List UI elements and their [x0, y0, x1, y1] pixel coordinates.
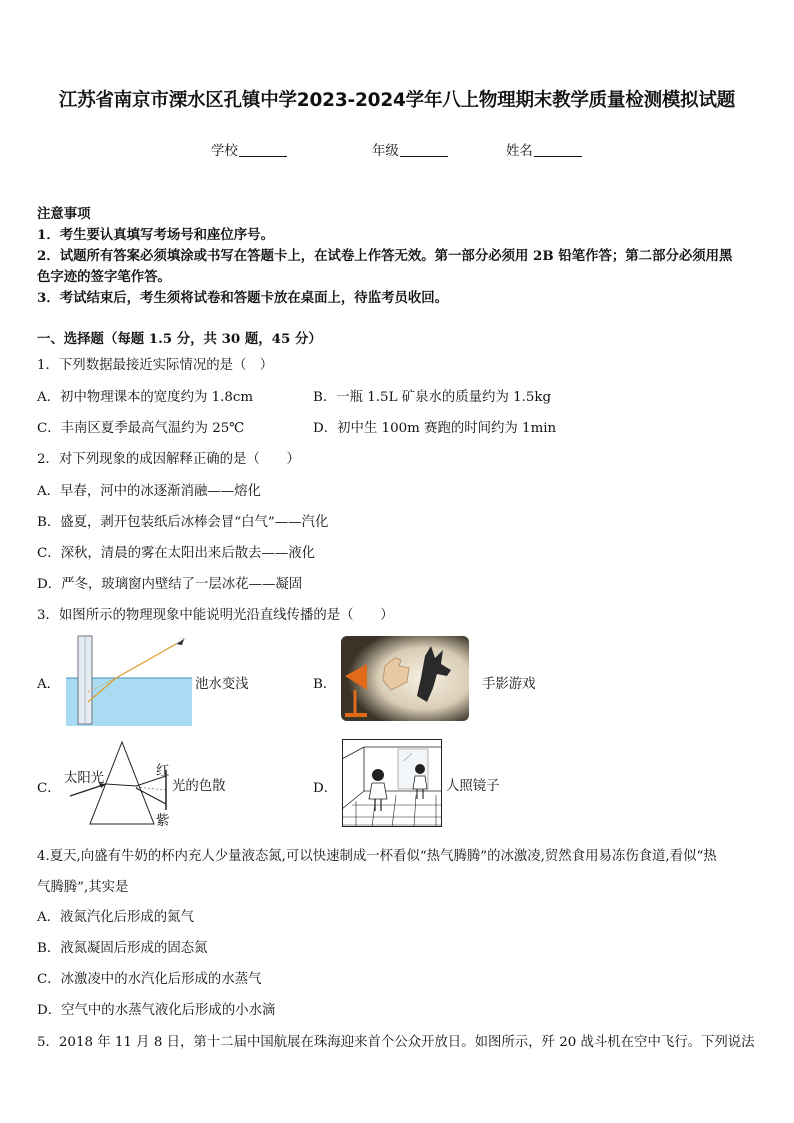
question-2-stem: 2．对下列现象的成因解释正确的是（ ）	[37, 452, 300, 467]
hand-shadow-illustration	[341, 636, 469, 721]
question-3-stem: 3．如图所示的物理现象中能说明光沿直线传播的是（ ）	[37, 608, 394, 623]
q1-option-c: C．丰南区夏季最高气温约为 25℃	[37, 421, 245, 436]
q4-option-c: C．冰激凌中的水汽化后形成的水蒸气	[37, 972, 262, 987]
q3-option-b-text: 手影游戏	[482, 677, 536, 692]
q1-option-b: B．一瓶 1.5L 矿泉水的质量约为 1.5kg	[313, 390, 552, 405]
grade-label: 年级	[372, 144, 399, 159]
notice-heading: 注意事项	[37, 206, 91, 222]
school-label: 学校	[211, 144, 238, 159]
q3-option-a-text: 池水变浅	[195, 677, 249, 692]
grade-blank[interactable]	[400, 143, 448, 157]
q3-option-b-letter: B．	[313, 677, 337, 692]
question-4-stem-line1: 4.夏天,向盛有牛奶的杯内充人少量液态氮,可以快速制成一杯看似“热气腾腾”的冰激凌,贸然食用易冻伤食道,看似“热	[37, 849, 717, 864]
q1-option-d: D．初中生 100m 赛跑的时间约为 1min	[313, 421, 557, 436]
question-1-stem: 1．下列数据最接近实际情况的是（ ）	[37, 358, 274, 373]
notice-item: 色字迹的签字笔作答。	[37, 269, 171, 285]
name-field	[506, 140, 582, 159]
q2-option-a: A．早春，河中的冰逐渐消融——熔化	[37, 484, 261, 499]
q3-option-d-text: 人照镜子	[446, 779, 500, 794]
pool-illustration	[66, 634, 192, 726]
notice-item: 3．考试结束后，考生须将试卷和答题卡放在桌面上，待监考员收回。	[37, 290, 449, 306]
notice-item: 1．考生要认真填写考场号和座位序号。	[37, 227, 274, 243]
q2-option-d: D．严冬，玻璃窗内壁结了一层冰花——凝固	[37, 577, 303, 592]
name-blank[interactable]	[534, 143, 582, 157]
q4-option-a: A．液氮汽化后形成的氮气	[37, 910, 194, 925]
reflection-head	[415, 764, 425, 774]
violet-label: 紫	[156, 814, 170, 829]
q3-option-c-letter: C．	[37, 781, 61, 796]
girl-head	[372, 769, 384, 781]
page-title: 江苏省南京市溧水区孔镇中学2023-2024学年八上物理期末教学质量检测模拟试题	[58, 90, 736, 111]
q1-option-a: A．初中物理课本的宽度约为 1.8cm	[37, 390, 254, 405]
q4-option-b: B．液氮凝固后形成的固态氮	[37, 941, 208, 956]
question-4-stem-line2: 气腾腾”,其实是	[37, 880, 129, 895]
q3-option-c-text: 光的色散	[172, 779, 226, 794]
notice-item: 2．试题所有答案必须填涂或书写在答题卡上，在试卷上作答无效。第一部分必须用 2B 铅笔作答；第二部分必须用黑	[37, 248, 733, 264]
q2-option-b: B．盛夏，剥开包装纸后冰棒会冒“白气”——汽化	[37, 515, 329, 530]
q4-option-d: D．空气中的水蒸气液化后形成的小水滴	[37, 1003, 276, 1018]
question-5-stem: 5．2018 年 11 月 8 日，第十二届中国航展在珠海迎来首个公众开放日。如图所示，歼 20 战斗机在空中飞行。下列说法	[37, 1035, 755, 1050]
section-heading: 一、选择题（每题 1.5 分，共 30 题，45 分）	[37, 331, 322, 347]
school-field	[211, 140, 287, 159]
q3-option-a-letter: A．	[37, 677, 61, 692]
q2-option-c: C．深秋，清晨的雾在太阳出来后散去——液化	[37, 546, 316, 561]
red-label: 红	[156, 764, 170, 779]
sunlight-label: 太阳光	[64, 771, 105, 786]
grade-field	[372, 140, 448, 159]
q3-option-d-letter: D．	[313, 781, 338, 796]
light-ray	[116, 644, 176, 678]
svg-text:☞: ☞	[180, 636, 187, 644]
school-blank[interactable]	[239, 143, 287, 157]
name-label: 姓名	[506, 144, 533, 159]
mirror-illustration	[342, 739, 442, 827]
